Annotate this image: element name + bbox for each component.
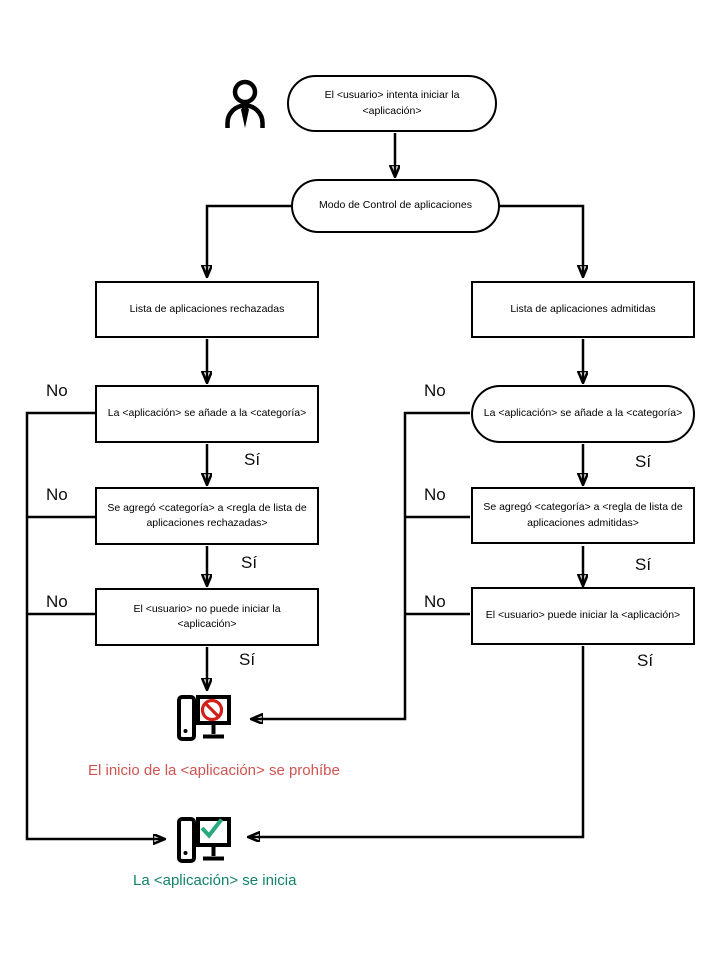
edge-label-yes: Sí [635,555,652,574]
edge-label-no: No [46,592,68,611]
caption-application-starts: La <aplicación> se inicia [133,872,297,889]
edge-label-yes: Sí [241,553,258,572]
computer-launch-allowed-icon [176,815,232,865]
edge-label-no: No [46,485,68,504]
node-allowlist: Lista de aplicaciones admitidas [471,281,695,338]
node-start-attempt: El <usuario> intenta iniciar la <aplicación> [287,75,497,132]
node-denylist: Lista de aplicaciones rechazadas [95,281,319,338]
edge-label-no: No [424,485,446,504]
edge-label-yes: Sí [637,651,654,670]
node-allowlist-rule: Se agregó <categoría> a <regla de lista de aplicaciones admitidas> [471,487,695,544]
node-user-can-start: El <usuario> puede iniciar la <aplicación> [471,587,695,645]
user-icon [225,72,265,130]
edge-label-no: No [424,592,446,611]
node-denylist-rule: Se agregó <categoría> a <regla de lista de aplicaciones rechazadas> [95,487,319,545]
edge-label-yes: Sí [239,650,256,669]
edge-label-yes: Sí [635,452,652,471]
node-denylist-category: La <aplicación> se añade a la <categoría> [95,385,319,443]
edge-label-no: No [424,381,446,400]
node-allowlist-category: La <aplicación> se añade a la <categoría> [471,385,695,443]
node-control-mode: Modo de Control de aplicaciones [291,179,500,233]
computer-launch-prohibited-icon [176,693,232,743]
edge-label-yes: Sí [244,450,261,469]
caption-launch-prohibited: El inicio de la <aplicación> se prohíbe [88,762,340,779]
edge-label-no: No [46,381,68,400]
node-user-cannot-start: El <usuario> no puede iniciar la <aplicación> [95,588,319,646]
